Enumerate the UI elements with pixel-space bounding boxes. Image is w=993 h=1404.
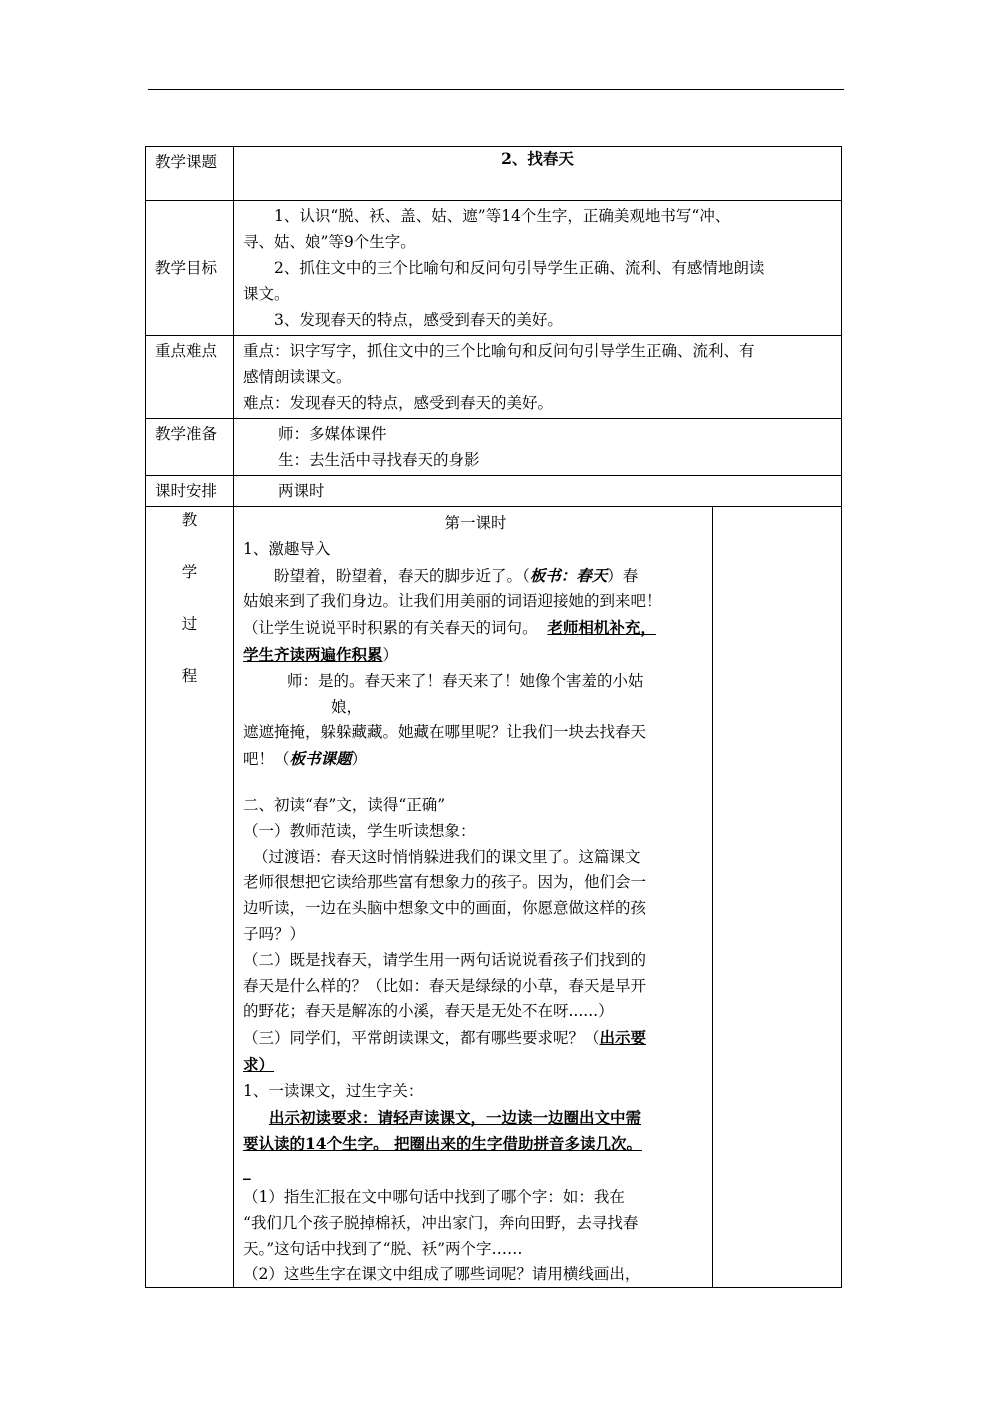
text-line: [243, 1131, 708, 1158]
text-line: 学生齐读两遍作积累）: [243, 644, 399, 664]
text-line: 姑娘来到了我们身边。让我们用美丽的词语迎接她的到来吧！: [243, 592, 662, 611]
row-process: [146, 507, 842, 1288]
header-rule: [148, 89, 844, 90]
prep-line: 生：去生活中寻找春天的身影: [278, 451, 480, 469]
key-line: 感情朗读课文。: [243, 368, 352, 386]
emphasis: 出示要: [599, 1028, 647, 1048]
key-line: 难点：发现春天的特点，感受到春天的美好。: [243, 394, 554, 412]
text-line: （让学生说说平时积累的有关春天的词句。 老师相机补充，: [243, 618, 656, 638]
goal-line: 2、抓住文中的三个比喻句和反问句引导学生正确、流利、有感情地朗读: [274, 259, 765, 277]
text-line: （三）同学们，平常朗读课文，都有哪些要求呢？（出示要: [243, 1028, 647, 1048]
goal-line: 寻、姑、娘”等9个生字。: [243, 233, 416, 251]
key-line: 重点：识字写字，抓住文中的三个比喻句和反问句引导学生正确、流利、有: [243, 342, 755, 360]
row-goals: [146, 201, 842, 336]
goal-line: 课文。: [243, 285, 290, 303]
text-line: （过渡语：春天这时悄悄躲进我们的课文里了。这篇课文: [253, 847, 641, 866]
text-line: （1）指生汇报在文中哪句话中找到了哪个字：如：我在: [243, 1187, 625, 1206]
emphasis: _: [243, 1161, 251, 1181]
label-process-char: 学: [181, 563, 198, 581]
row-time: [146, 476, 842, 507]
text-line: 吧！（板书课题）: [243, 749, 368, 769]
section-title: 二、初读“春”文，读得“正确”: [243, 795, 446, 814]
label-process-char: 教: [181, 511, 198, 529]
text-line: （2）这些生字在课文中组成了哪些词呢？请用横线画出，: [243, 1265, 641, 1284]
lesson-plan-table: [145, 146, 842, 1288]
label-prep: 教学准备: [146, 419, 234, 476]
notes-column: [713, 507, 842, 1288]
text-line: （二）既是找春天，请学生用一两句话说说看孩子们找到的: [243, 950, 647, 969]
time-value: 两课时: [278, 482, 325, 500]
text-line: “我们几个孩子脱掉棉袄，冲出家门，奔向田野，去寻找春: [243, 1213, 639, 1232]
emphasis: 老师相机补充，: [547, 618, 656, 638]
emphasis: 要认读的14个生字。 把圈出来的生字借助拼音多读几次。: [243, 1134, 642, 1154]
label-key: 重点难点: [146, 336, 234, 419]
text-line: 春天是什么样的？（比如：春天是绿绿的小草，春天是早开: [243, 976, 647, 995]
board-note: 板书课题: [289, 749, 352, 769]
label-time: 课时安排: [146, 476, 234, 507]
row-key-points: [146, 336, 842, 419]
label-goals: 教学目标: [146, 201, 234, 336]
text-line: 边听读，一边在头脑中想象文中的画面，你愿意做这样的孩: [243, 899, 647, 918]
label-process: [146, 507, 234, 1288]
text-line: 的野花；春天是解冻的小溪，春天是无处不在呀......）: [243, 1002, 614, 1021]
key-content: [234, 336, 842, 419]
emphasis: 学生齐读两遍作积累: [243, 644, 383, 664]
emphasis: 出示初读要求：请轻声读课文，一边读一边圈出文中需: [269, 1107, 642, 1127]
label-process-char: 过: [181, 615, 198, 633]
text-line: （一）教师范读，学生听读想象：: [243, 821, 476, 840]
goals-content: [234, 201, 842, 336]
prep-content: [234, 419, 842, 476]
row-prep: [146, 419, 842, 476]
row-topic: [146, 147, 842, 201]
text-line: 盼望着，盼望着，春天的脚步近了。（板书：春天）春: [274, 565, 639, 585]
time-content: [234, 476, 842, 507]
lesson-heading: 第一课时: [444, 514, 507, 532]
text-line: 老师很想把它读给那些富有想象力的孩子。因为，他们会一: [243, 873, 647, 892]
label-process-char: 程: [181, 667, 198, 685]
process-content: [234, 507, 713, 1288]
text-line: [243, 1052, 708, 1079]
section-title: 1、一读课文，过生字关：: [243, 1081, 424, 1100]
prep-line: 师：多媒体课件: [278, 425, 387, 443]
text-line: 娘，: [331, 697, 363, 716]
topic-title: 2、找春天: [234, 147, 842, 201]
goal-line: 3、发现春天的特点，感受到春天的美好。: [274, 311, 563, 329]
board-note: 板书：春天: [529, 565, 608, 585]
text-line: [243, 1105, 708, 1132]
emphasis: 求）: [243, 1054, 275, 1074]
text-line: 子吗？）: [243, 924, 306, 943]
goal-line: 1、认识“脱、袄、盖、姑、遮”等14个生字，正确美观地书写“冲、: [274, 207, 731, 225]
text-line: 遮遮掩掩，躲躲藏藏。她藏在哪里呢？让我们一块去找春天: [243, 723, 647, 742]
text-line: 师：是的。春天来了！春天来了！她像个害羞的小姑: [287, 671, 644, 690]
label-topic: 教学课题: [146, 147, 234, 201]
text-line: [243, 1158, 708, 1185]
section-title: 1、激趣导入: [243, 539, 331, 558]
text-line: 天。”这句话中找到了“脱、袄”两个字……: [243, 1239, 523, 1258]
